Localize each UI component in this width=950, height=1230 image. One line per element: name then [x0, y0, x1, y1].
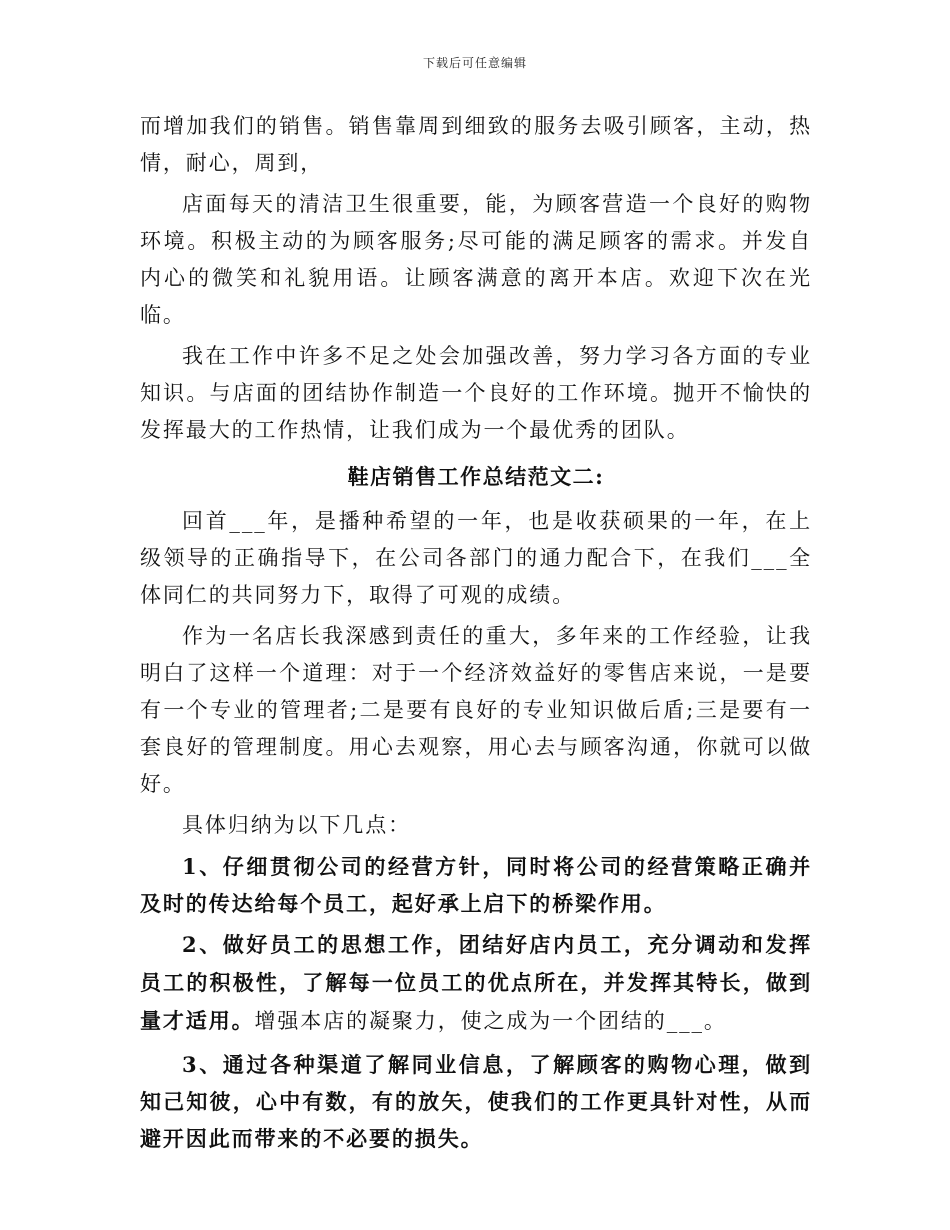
list-item-2-normal: 增强本店的凝聚力，使之成为一个团结的___。: [254, 1009, 727, 1033]
paragraph-3: 我在工作中许多不足之处会加强改善，努力学习各方面的专业知识。与店面的团结协作制造一个良好的工作环境。抛开不愉快的发挥最大的工作热情，让我们成为一个最优秀的团队。: [140, 344, 812, 442]
list-item-3: 3、通过各种渠道了解同业信息，了解顾客的购物心理，做到知己知彼，心中有数，有的放矢，使我们的工作更具针对性，从而避开因此而带来的不必要的损失。: [140, 1052, 812, 1151]
list-item-1: 1、仔细贯彻公司的经营方针，同时将公司的经营策略正确并及时的传达给每个员工，起好承上启下的桥梁作用。: [140, 854, 812, 916]
section-title: 鞋店销售工作总结范文二:: [347, 464, 605, 489]
paragraph-5: 作为一名店长我深感到责任的重大，多年来的工作经验，让我明白了这样一个道理：对于一个经济效益好的零售店来说，一是要有一个专业的管理者;二是要有良好的专业知识做后盾;三是要有一套良好的管理制度。用心去观察，用心去与顾客沟通，你就可以做好。: [140, 624, 812, 796]
list-item-2: [140, 926, 812, 1040]
list-item-2-bold: 2、做好员工的思想工作，团结好店内员工，充分调动和发挥员工的积极性，了解每一位员工的优点所在，并发挥其特长，做到量才适用。: [140, 932, 812, 1033]
document-body: [140, 108, 812, 1157]
paragraph-6: 具体归纳为以下几点：: [182, 813, 411, 837]
paragraph-1: 而增加我们的销售。销售靠周到细致的服务去吸引顾客，主动，热情，耐心，周到，: [140, 114, 812, 175]
paragraph-4: 回首___年，是播种希望的一年，也是收获硕果的一年，在上级领导的正确指导下，在公司各部门的通力配合下，在我们___全体同仁的共同努力下，取得了可观的成绩。: [140, 509, 812, 607]
page-header: 下载后可任意编辑: [422, 56, 527, 70]
paragraph-2: 店面每天的清洁卫生很重要，能，为顾客营造一个良好的购物环境。积极主动的为顾客服务;尽可能的满足顾客的需求。并发自内心的微笑和礼貌用语。让顾客满意的离开本店。欢迎下次在光临。: [140, 192, 812, 327]
